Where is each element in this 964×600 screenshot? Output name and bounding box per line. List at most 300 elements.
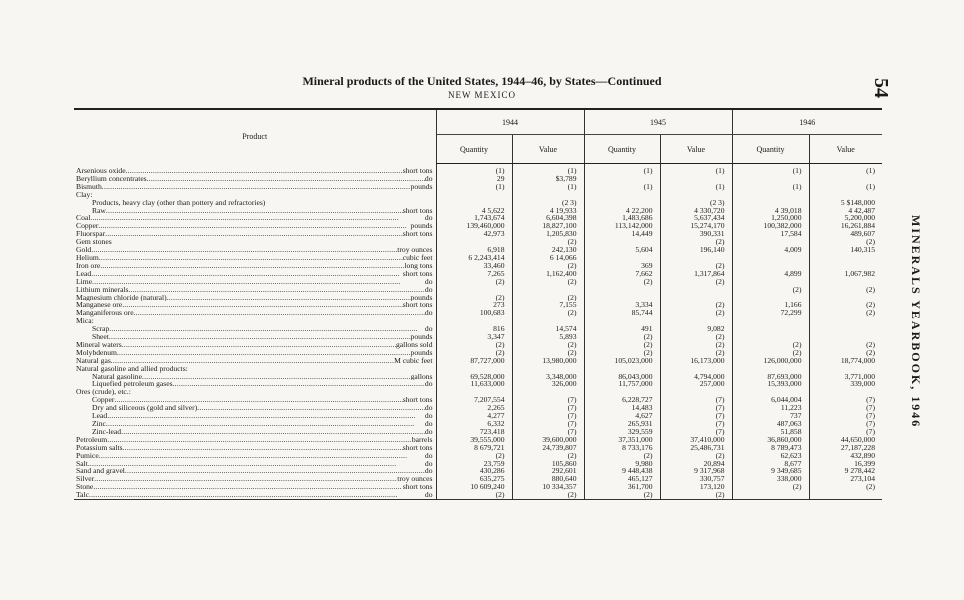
- product-name: Iron ore: [76, 261, 101, 270]
- table-row: [74, 452, 882, 460]
- quantity-cell: 5,604: [584, 246, 660, 254]
- product-cell: [74, 357, 436, 365]
- value-cell: 14,574: [512, 325, 584, 333]
- quantity-cell: 17,584: [732, 230, 809, 238]
- quantity-cell: [436, 317, 512, 325]
- product-unit: do: [424, 467, 433, 476]
- product-cell: [74, 341, 436, 349]
- table-row: [74, 380, 882, 388]
- table-row: [74, 317, 882, 325]
- value-cell: 5,893: [512, 333, 584, 341]
- quantity-cell: 11,757,000: [584, 380, 660, 388]
- quantity-cell: 265,931: [584, 420, 660, 428]
- product-name: Sheet: [92, 333, 109, 341]
- product-name: Lime: [76, 277, 93, 286]
- quantity-cell: [584, 294, 660, 302]
- quantity-cell: 6,044,004: [732, 396, 809, 404]
- value-cell: (2): [660, 278, 732, 286]
- quantity-cell: [732, 317, 809, 325]
- table-body: [74, 164, 882, 500]
- quantity-cell: [436, 365, 512, 373]
- value-cell: (2): [512, 294, 584, 302]
- value-cell: (7): [809, 396, 882, 404]
- value-cell: 4,794,000: [660, 373, 732, 381]
- value-cell: 9,082: [660, 325, 732, 333]
- value-cell: [660, 294, 732, 302]
- product-unit: cubic feet: [402, 253, 433, 262]
- product-name: Scrap: [92, 325, 110, 334]
- quantity-header: Quantity: [584, 135, 660, 164]
- product-unit: pounds: [410, 182, 433, 191]
- quantity-cell: 9 349,685: [732, 467, 809, 475]
- value-cell: 196,140: [660, 246, 732, 254]
- table-row: [74, 373, 882, 381]
- quantity-cell: 4 5,622: [436, 207, 512, 215]
- product-cell: [74, 286, 436, 294]
- table-row: [74, 428, 882, 436]
- product-cell: [74, 404, 436, 412]
- product-name: Salt: [76, 459, 88, 468]
- quantity-cell: 11,223: [732, 404, 809, 412]
- quantity-cell: [436, 388, 512, 396]
- quantity-cell: 9 448,438: [584, 467, 660, 475]
- value-cell: 37,410,000: [660, 436, 732, 444]
- quantity-cell: 4,009: [732, 246, 809, 254]
- value-cell: 5,637,434: [660, 214, 732, 222]
- value-cell: (2): [512, 491, 584, 499]
- value-header: Value: [512, 135, 584, 164]
- quantity-cell: 62,623: [732, 452, 809, 460]
- value-cell: (2): [512, 341, 584, 349]
- value-cell: (2): [809, 286, 882, 294]
- value-cell: 173,120: [660, 483, 732, 491]
- value-cell: 27,187,228: [809, 444, 882, 452]
- table-row: [74, 460, 882, 468]
- product-name: Gem stones: [76, 238, 112, 247]
- product-unit: do: [424, 412, 433, 420]
- quantity-cell: [732, 325, 809, 333]
- value-cell: [512, 317, 584, 325]
- quantity-cell: [436, 286, 512, 294]
- value-cell: 432,890: [809, 452, 882, 460]
- value-cell: (7): [512, 404, 584, 412]
- table-row: [74, 404, 882, 412]
- table-row: [74, 294, 882, 302]
- product-name: Coal: [76, 214, 91, 223]
- value-cell: (2): [660, 262, 732, 270]
- table-row: [74, 341, 882, 349]
- quantity-cell: [732, 365, 809, 373]
- quantity-cell: 105,023,000: [584, 357, 660, 365]
- quantity-cell: 491: [584, 325, 660, 333]
- product-unit: do: [424, 277, 433, 286]
- quantity-cell: (2): [732, 286, 809, 294]
- table-row: [74, 349, 882, 357]
- quantity-cell: 6,918: [436, 246, 512, 254]
- table-row: [74, 325, 882, 333]
- quantity-cell: (2): [732, 341, 809, 349]
- table-row: [74, 491, 882, 499]
- product-unit: do: [424, 404, 433, 413]
- table-row: [74, 191, 882, 199]
- value-cell: 339,000: [809, 380, 882, 388]
- value-cell: (2): [660, 349, 732, 357]
- value-cell: (7): [512, 420, 584, 428]
- quantity-cell: [732, 294, 809, 302]
- quantity-cell: [732, 388, 809, 396]
- quantity-cell: 6 2,243,414: [436, 254, 512, 262]
- product-name: Lithium minerals: [76, 285, 129, 294]
- quantity-cell: 86,043,000: [584, 373, 660, 381]
- value-cell: 16,173,000: [660, 357, 732, 365]
- value-cell: 140,315: [809, 246, 882, 254]
- value-cell: (1): [809, 164, 882, 175]
- value-cell: (2): [512, 238, 584, 246]
- value-cell: 1,067,982: [809, 270, 882, 278]
- value-cell: (2): [512, 278, 584, 286]
- year-header: 1944: [436, 109, 584, 135]
- table-row: [74, 286, 882, 294]
- value-cell: 3,348,000: [512, 373, 584, 381]
- product-name: Mica:: [76, 317, 94, 326]
- quantity-cell: 2,265: [436, 404, 512, 412]
- table-row: [74, 396, 882, 404]
- product-unit: short tons: [402, 230, 433, 239]
- product-cell: [74, 238, 436, 246]
- product-name: Gold: [76, 246, 92, 254]
- product-unit: do: [424, 427, 433, 436]
- product-unit: M cubic feet: [394, 356, 433, 365]
- product-cell: [74, 420, 436, 428]
- table-row: [74, 301, 882, 309]
- value-cell: (2): [512, 452, 584, 460]
- product-name: Natural gasoline and allied products:: [76, 364, 188, 373]
- quantity-cell: (2): [584, 278, 660, 286]
- value-cell: (2): [809, 238, 882, 246]
- product-unit: do: [424, 214, 433, 223]
- quantity-cell: 42,973: [436, 230, 512, 238]
- product-cell: [74, 309, 436, 317]
- quantity-cell: 1,250,000: [732, 214, 809, 222]
- product-unit: barrels: [411, 435, 433, 444]
- product-cell: [74, 164, 436, 175]
- product-name: Liquefied petroleum gases: [92, 380, 173, 389]
- product-name: Petroleum: [76, 435, 108, 444]
- value-cell: 6,604,398: [512, 214, 584, 222]
- value-cell: 4 330,720: [660, 207, 732, 215]
- product-cell: [74, 254, 436, 262]
- product-cell: [74, 436, 436, 444]
- product-cell: [74, 380, 436, 388]
- value-cell: (2): [660, 301, 732, 309]
- quantity-cell: (1): [436, 164, 512, 175]
- quantity-cell: 9,980: [584, 460, 660, 468]
- product-unit: do: [424, 420, 433, 428]
- quantity-cell: [732, 238, 809, 246]
- table-row: [74, 475, 882, 483]
- quantity-cell: 487,063: [732, 420, 809, 428]
- quantity-cell: 14,483: [584, 404, 660, 412]
- quantity-cell: 816: [436, 325, 512, 333]
- product-cell: [74, 183, 436, 191]
- product-cell: [74, 396, 436, 404]
- value-cell: (2): [660, 238, 732, 246]
- value-cell: (7): [512, 412, 584, 420]
- value-cell: 7,155: [512, 301, 584, 309]
- quantity-cell: 51,858: [732, 428, 809, 436]
- value-cell: 489,607: [809, 230, 882, 238]
- product-name: Zinc-lead: [92, 427, 122, 436]
- value-cell: (7): [660, 428, 732, 436]
- quantity-cell: [436, 238, 512, 246]
- product-unit: do: [424, 174, 433, 183]
- quantity-cell: [584, 388, 660, 396]
- value-cell: (2): [809, 341, 882, 349]
- value-cell: 15,274,170: [660, 222, 732, 230]
- table-row: [74, 183, 882, 191]
- product-unit: gallons sold: [396, 340, 433, 349]
- product-unit: do: [424, 459, 433, 468]
- product-unit: pounds: [410, 333, 433, 341]
- table-row: [74, 164, 882, 175]
- product-name: Clay:: [76, 190, 93, 199]
- quantity-cell: 33,460: [436, 262, 512, 270]
- product-name: Silver: [76, 475, 95, 484]
- table-row: [74, 238, 882, 246]
- table-row: [74, 357, 882, 365]
- product-name: Natural gasoline: [92, 372, 142, 381]
- product-name: Ores (crude), etc.:: [76, 388, 131, 397]
- value-header: Value: [809, 135, 882, 164]
- page-number: 54: [870, 78, 892, 98]
- quantity-cell: [732, 175, 809, 183]
- product-cell: [74, 412, 436, 420]
- value-cell: (2): [512, 349, 584, 357]
- quantity-cell: 1,483,686: [584, 214, 660, 222]
- value-cell: 326,000: [512, 380, 584, 388]
- product-cell: [74, 373, 436, 381]
- quantity-cell: 36,860,000: [732, 436, 809, 444]
- quantity-cell: [732, 191, 809, 199]
- quantity-cell: [732, 333, 809, 341]
- value-cell: 292,601: [512, 467, 584, 475]
- product-name: Manganiferous ore: [76, 309, 134, 318]
- product-cell: [74, 222, 436, 230]
- value-cell: (7): [660, 420, 732, 428]
- quantity-cell: 8 679,721: [436, 444, 512, 452]
- year-header: 1945: [584, 109, 732, 135]
- quantity-cell: 14,449: [584, 230, 660, 238]
- table-row: [74, 214, 882, 222]
- quantity-cell: 15,393,000: [732, 380, 809, 388]
- quantity-cell: 361,700: [584, 483, 660, 491]
- product-unit: pounds: [410, 348, 433, 357]
- product-cell: [74, 207, 436, 215]
- quantity-cell: [584, 191, 660, 199]
- value-cell: [809, 325, 882, 333]
- product-name: Lead: [92, 412, 108, 420]
- quantity-cell: 1,166: [732, 301, 809, 309]
- product-cell: [74, 214, 436, 222]
- quantity-cell: 85,744: [584, 309, 660, 317]
- product-name: Arsenious oxide: [76, 165, 126, 175]
- quantity-cell: 329,559: [584, 428, 660, 436]
- product-cell: [74, 444, 436, 452]
- value-cell: 9 278,442: [809, 467, 882, 475]
- table-row: [74, 436, 882, 444]
- product-name: Stone: [76, 483, 94, 492]
- quantity-cell: [584, 199, 660, 207]
- value-cell: (7): [809, 420, 882, 428]
- value-cell: 880,640: [512, 475, 584, 483]
- value-cell: [809, 175, 882, 183]
- value-cell: [809, 294, 882, 302]
- product-name: Manganese ore: [76, 301, 123, 310]
- product-cell: [74, 317, 436, 325]
- product-name: Pumice: [76, 451, 99, 460]
- product-cell: [74, 491, 436, 499]
- value-cell: [660, 388, 732, 396]
- value-cell: (7): [809, 412, 882, 420]
- product-cell: [74, 294, 436, 302]
- quantity-cell: 69,528,000: [436, 373, 512, 381]
- value-cell: [512, 191, 584, 199]
- quantity-cell: (2): [436, 341, 512, 349]
- value-cell: 242,130: [512, 246, 584, 254]
- quantity-cell: (1): [584, 164, 660, 175]
- product-cell: [74, 301, 436, 309]
- product-cell: [74, 467, 436, 475]
- quantity-cell: (2): [436, 452, 512, 460]
- product-cell: [74, 230, 436, 238]
- product-cell: [74, 428, 436, 436]
- value-cell: (2): [660, 452, 732, 460]
- quantity-cell: 6,228,727: [584, 396, 660, 404]
- product-unit: troy ounces: [397, 246, 433, 254]
- quantity-cell: (2): [584, 452, 660, 460]
- quantity-cell: (2): [584, 341, 660, 349]
- value-cell: (1): [660, 164, 732, 175]
- product-cell: [74, 175, 436, 183]
- quantity-cell: 4 39,018: [732, 207, 809, 215]
- value-cell: [512, 365, 584, 373]
- value-cell: (7): [512, 396, 584, 404]
- quantity-cell: [584, 254, 660, 262]
- product-cell: [74, 278, 436, 286]
- product-unit: do: [424, 380, 433, 389]
- table-subtitle: NEW MEXICO: [447, 90, 517, 100]
- quantity-cell: (1): [436, 183, 512, 191]
- quantity-cell: 39,555,000: [436, 436, 512, 444]
- value-cell: 330,757: [660, 475, 732, 483]
- product-cell: [74, 333, 436, 341]
- product-name: Helium: [76, 253, 99, 262]
- value-cell: 1,317,864: [660, 270, 732, 278]
- value-cell: (7): [809, 428, 882, 436]
- quantity-cell: 126,000,000: [732, 357, 809, 365]
- mineral-products-table: [74, 108, 882, 500]
- table-row: [74, 444, 882, 452]
- value-cell: 1,205,830: [512, 230, 584, 238]
- value-cell: 1,162,400: [512, 270, 584, 278]
- product-cell: [74, 325, 436, 333]
- value-cell: (2): [809, 483, 882, 491]
- quantity-cell: 8 733,176: [584, 444, 660, 452]
- value-cell: 6 14,066: [512, 254, 584, 262]
- product-cell: [74, 191, 436, 199]
- table-row: [74, 278, 882, 286]
- value-cell: (1): [512, 183, 584, 191]
- value-cell: 16,261,884: [809, 222, 882, 230]
- quantity-cell: 139,460,000: [436, 222, 512, 230]
- product-name: Beryllium concentrates: [76, 174, 147, 183]
- table-row: [74, 254, 882, 262]
- value-cell: [660, 254, 732, 262]
- product-cell: [74, 199, 436, 207]
- quantity-cell: 338,000: [732, 475, 809, 483]
- quantity-cell: 430,286: [436, 467, 512, 475]
- value-cell: 18,774,000: [809, 357, 882, 365]
- quantity-cell: 4,627: [584, 412, 660, 420]
- product-name: Copper: [92, 396, 115, 405]
- table-row: [74, 175, 882, 183]
- quantity-cell: (2): [436, 491, 512, 499]
- value-cell: 5 $148,000: [809, 199, 882, 207]
- quantity-cell: 737: [732, 412, 809, 420]
- product-unit: short tons: [402, 206, 433, 215]
- product-cell: [74, 452, 436, 460]
- quantity-cell: 7,662: [584, 270, 660, 278]
- quantity-cell: 87,693,000: [732, 373, 809, 381]
- value-cell: 390,331: [660, 230, 732, 238]
- value-cell: 39,600,000: [512, 436, 584, 444]
- product-unit: short tons: [402, 396, 433, 405]
- value-cell: [660, 365, 732, 373]
- value-cell: 4 42,487: [809, 207, 882, 215]
- value-cell: [512, 286, 584, 294]
- quantity-cell: 100,382,000: [732, 222, 809, 230]
- value-cell: 9 317,968: [660, 467, 732, 475]
- product-unit: short tons: [402, 165, 433, 175]
- value-cell: [809, 191, 882, 199]
- value-cell: (2): [660, 341, 732, 349]
- quantity-cell: 723,418: [436, 428, 512, 436]
- value-cell: [660, 286, 732, 294]
- value-cell: [809, 333, 882, 341]
- quantity-cell: 273: [436, 301, 512, 309]
- value-cell: [512, 388, 584, 396]
- quantity-cell: [732, 278, 809, 286]
- value-cell: [809, 388, 882, 396]
- value-cell: (2): [809, 309, 882, 317]
- product-unit: long tons: [404, 261, 433, 270]
- quantity-cell: 23,759: [436, 460, 512, 468]
- product-unit: pounds: [410, 222, 433, 231]
- quantity-cell: (2): [584, 349, 660, 357]
- quantity-cell: [584, 286, 660, 294]
- quantity-cell: [436, 199, 512, 207]
- quantity-cell: 29: [436, 175, 512, 183]
- table-row: [74, 246, 882, 254]
- quantity-cell: 3,347: [436, 333, 512, 341]
- value-cell: 44,650,000: [809, 436, 882, 444]
- value-cell: 105,860: [512, 460, 584, 468]
- product-name: Raw: [92, 206, 106, 215]
- table-row: [74, 388, 882, 396]
- product-name: Fluorspar: [76, 230, 106, 239]
- value-cell: [660, 175, 732, 183]
- product-name: Dry and siliceous (gold and silver): [92, 404, 198, 413]
